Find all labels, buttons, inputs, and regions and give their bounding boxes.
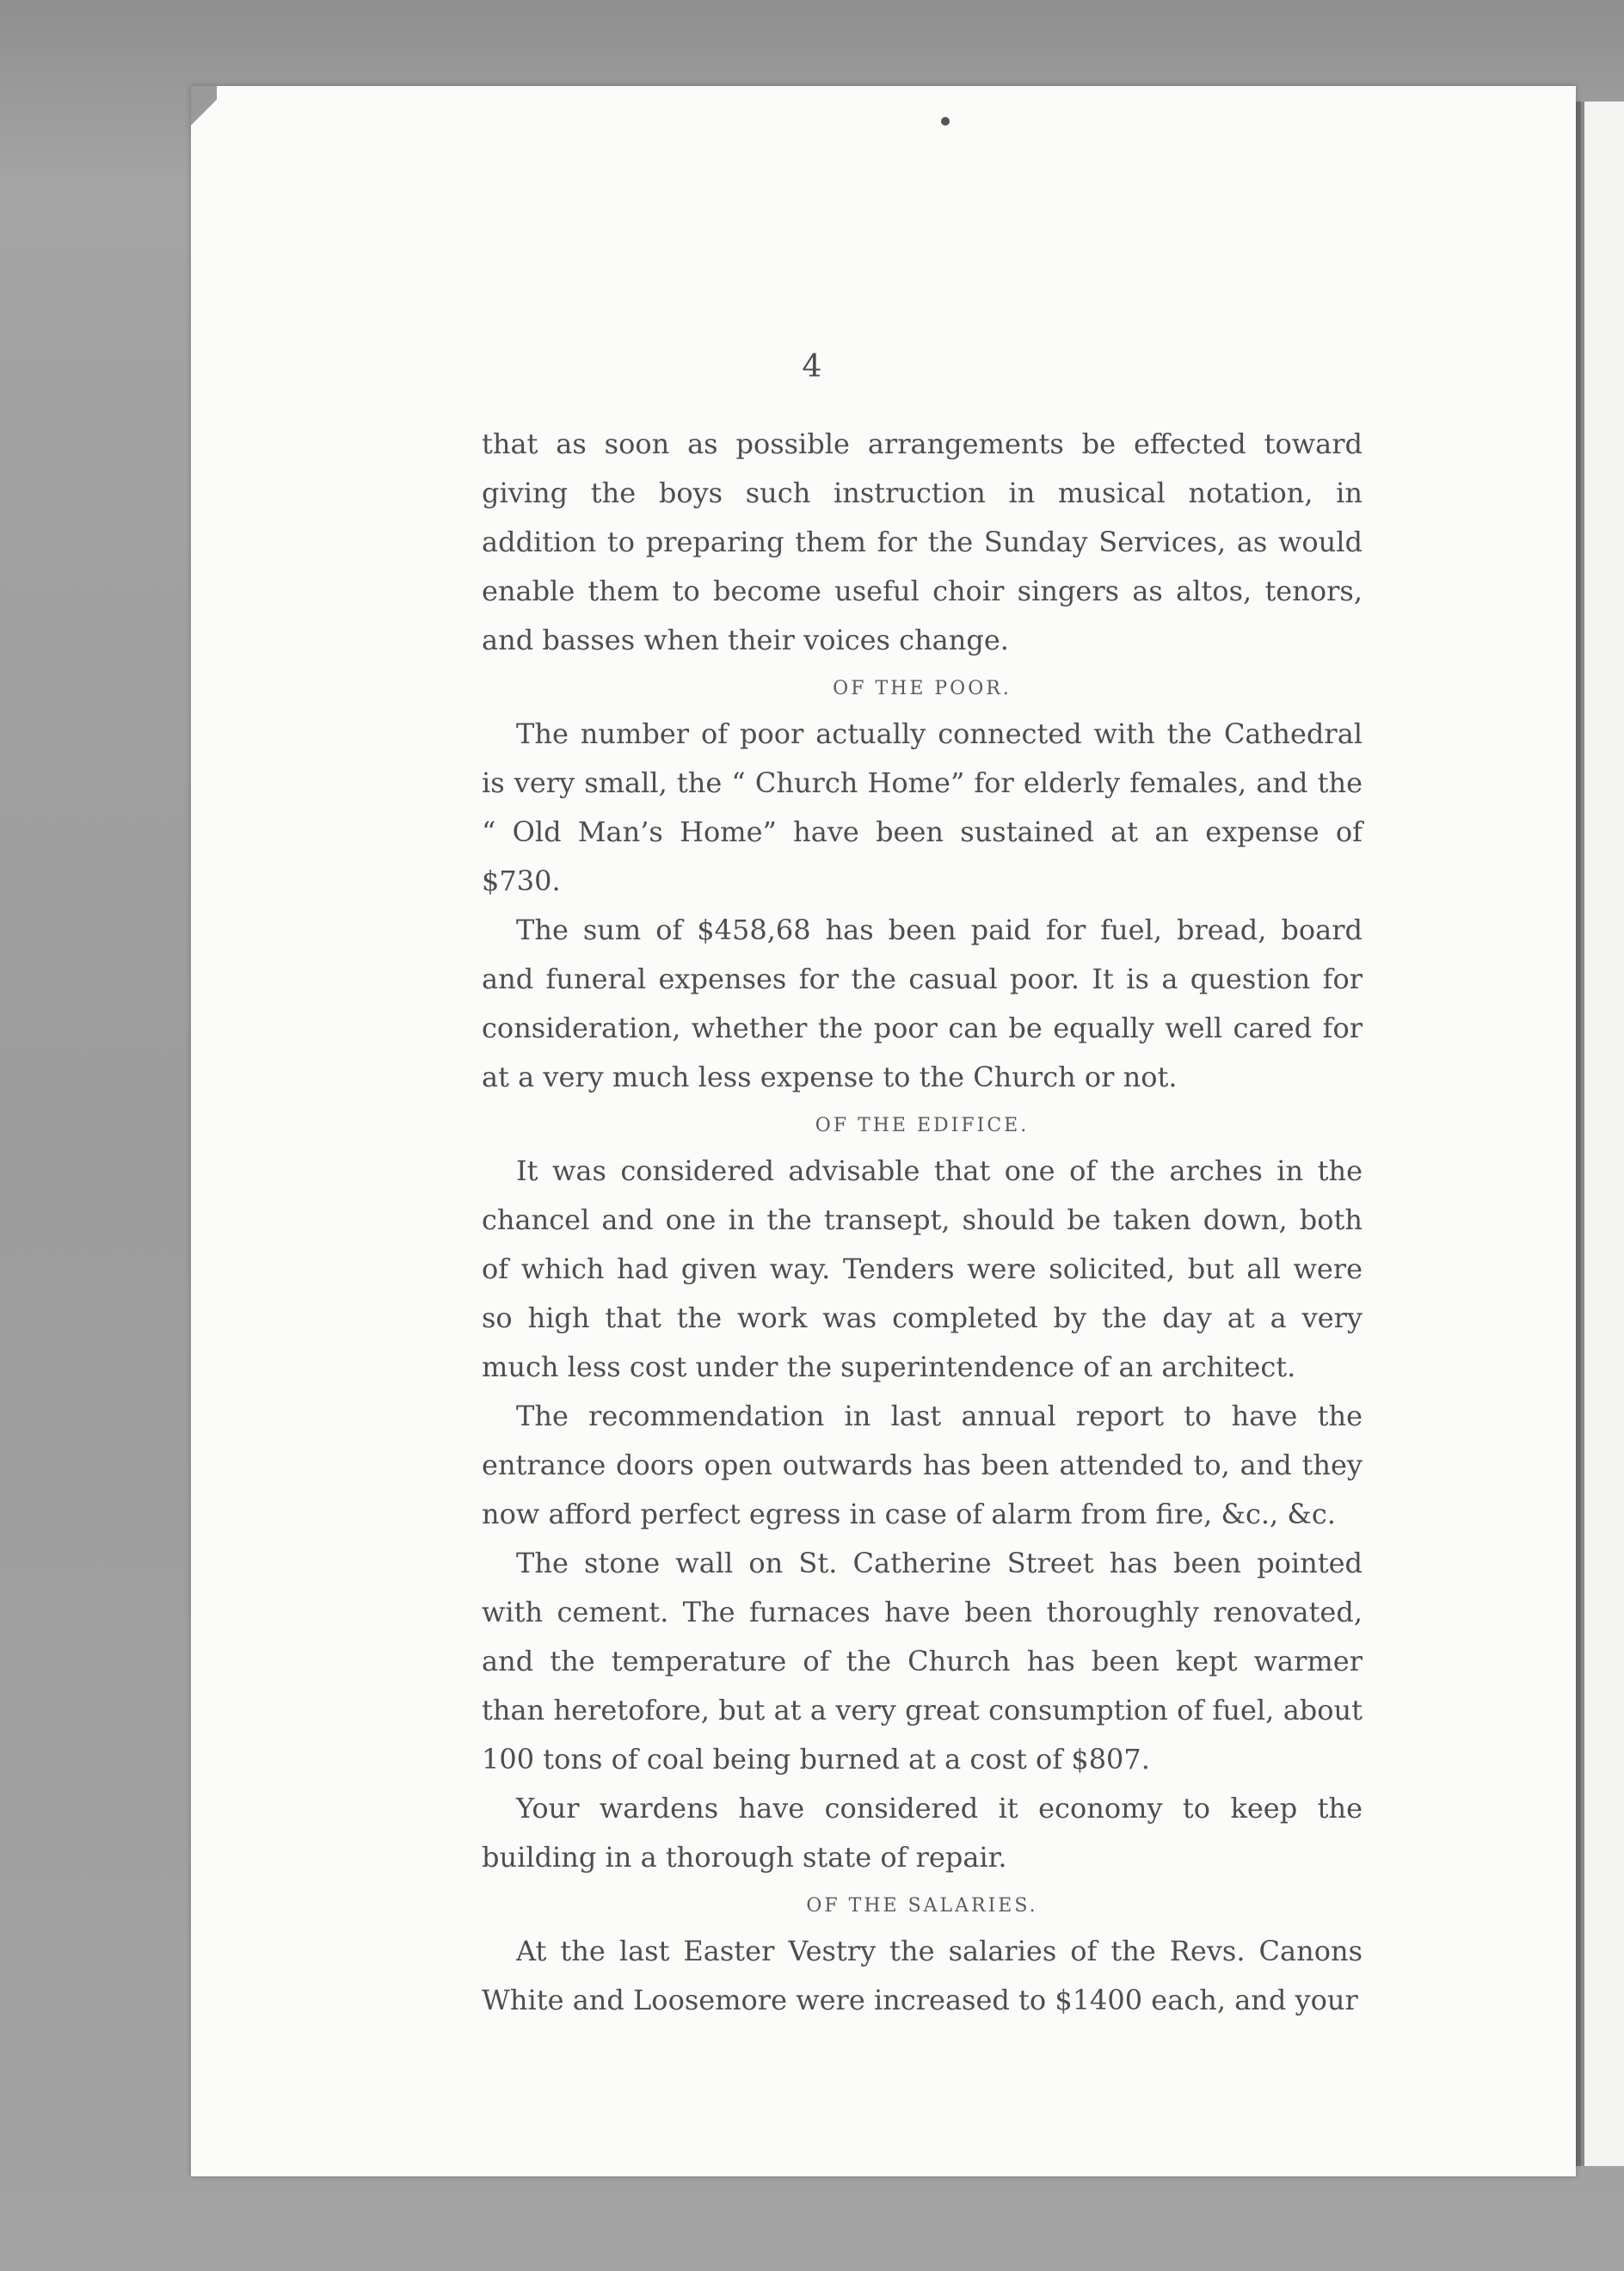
poor-paragraph-1: The number of poor actually connected with the Cathedral is very small, the “ Church Home” for elderly females, and the “ Old Man’s Home” have been sustained at an expense of $730. <box>482 717 1363 897</box>
edifice-paragraph-2: The recommendation in last annual report to have the entrance doors open outwards has been attended to, and they now afford perfect egress in case of alarm from fire, &c., &c. <box>482 1400 1363 1530</box>
section-heading-edifice: OF THE EDIFICE. <box>815 1115 1030 1136</box>
opening-paragraph: that as soon as possible arrangements be effected toward giving the boys such instruction in musical notation, in addition to preparing them for the Sunday Services, as would enable them to become useful choir singers as altos, tenors, and basses when their voices change. <box>482 428 1363 656</box>
section-heading-salaries: OF THE SALARIES. <box>806 1895 1038 1917</box>
edifice-paragraph-4: Your wardens have considered it economy to keep the building in a thorough state of repair. <box>482 1792 1363 1874</box>
salaries-paragraph-1: At the last Easter Vestry the salaries of the Revs. Canons White and Loosemore were increased to $1400 each, and your <box>482 1935 1363 2016</box>
binding-gutter <box>1581 102 1584 2166</box>
edifice-paragraph-1: It was considered advisable that one of the arches in the chancel and one in the transept, should be taken down, both of which had given way. Tenders were solicited, but all were so high that the work was completed by the day at a very much less cost under the superintendence of an architect. <box>482 1154 1363 1383</box>
edifice-paragraph-3: The stone wall on St. Catherine Street has been pointed with cement. The furnaces have been thoroughly renovated, and the temperature of the Church has been kept warmer than heretofore, but at a very great consumption of fuel, about 100 tons of coal being burned at a cost of $807. <box>482 1547 1363 1776</box>
page-number: 4 <box>802 349 822 385</box>
folded-page-corner <box>191 86 217 189</box>
page-body <box>482 420 1363 2025</box>
poor-paragraph-2: The sum of $458,68 has been paid for fuel, bread, board and funeral expenses for the casual poor. It is a question for consideration, whether the poor can be equally well cared for at a very much less expense to the Church or not. <box>482 914 1363 1093</box>
ink-dot-mark <box>941 117 950 126</box>
section-heading-poor: OF THE POOR. <box>833 678 1012 699</box>
